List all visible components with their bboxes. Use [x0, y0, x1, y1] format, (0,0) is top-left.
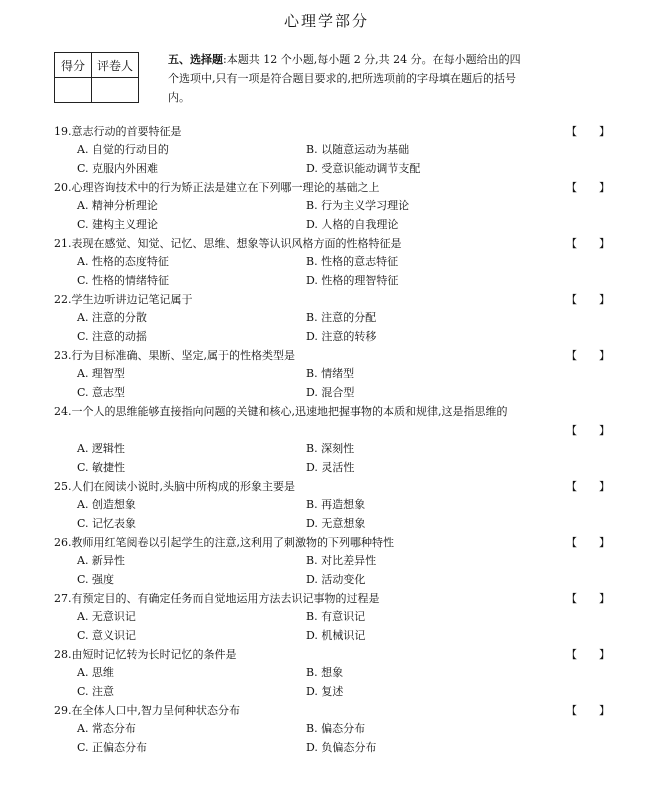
- answer-bracket[interactable]: 【 】: [566, 349, 610, 362]
- question-23: [54, 346, 610, 402]
- question-stem: 由短时记忆转为长时记忆的条件是: [71, 648, 237, 661]
- option-b: B. 情绪型: [306, 367, 355, 380]
- answer-bracket[interactable]: 【 】: [566, 704, 610, 717]
- option-c: C. 性格的情绪特征: [77, 273, 170, 287]
- question-number: 23.: [54, 349, 72, 362]
- option-d: D. 灵活性: [306, 460, 355, 474]
- option-a: A. 精神分析理论: [77, 199, 158, 212]
- question-24: [54, 402, 610, 477]
- question-number: 25.: [54, 480, 72, 493]
- grader-label: 评卷人: [92, 53, 139, 78]
- option-a: A. 理智型: [77, 367, 125, 380]
- answer-bracket[interactable]: 【 】: [566, 480, 610, 493]
- option-c: C. 意义识记: [77, 628, 137, 642]
- option-d: D. 复述: [306, 684, 344, 698]
- question-number: 26.: [54, 536, 72, 549]
- page-title: 心理学部分: [283, 12, 369, 30]
- question-stem: 行为目标准确、果断、坚定,属于的性格类型是: [71, 349, 295, 362]
- option-a: A. 性格的态度特征: [77, 255, 169, 268]
- option-d: D. 混合型: [306, 385, 355, 399]
- option-d: D. 性格的理智特征: [306, 273, 399, 287]
- question-19: [54, 122, 610, 178]
- option-a: A. 思维: [77, 666, 114, 679]
- option-a: A. 逻辑性: [77, 442, 125, 455]
- option-c: C. 正偏态分布: [77, 740, 148, 754]
- option-a: A. 自觉的行动目的: [77, 143, 169, 156]
- score-label: 得分: [55, 53, 92, 78]
- option-a: A. 常态分布: [77, 722, 136, 735]
- option-b: B. 性格的意志特征: [306, 255, 399, 268]
- question-stem: 心理咨询技术中的行为矫正法是建立在下列哪一理论的基础之上: [71, 181, 380, 194]
- option-b: B. 偏态分布: [306, 722, 366, 735]
- question-number: 24.: [54, 405, 72, 418]
- question-stem: 有预定目的、有确定任务而自觉地运用方法去识记事物的过程是: [71, 592, 380, 605]
- question-stem: 表现在感觉、知觉、记忆、思维、想象等认识风格方面的性格特征是: [71, 237, 402, 250]
- option-c: C. 建构主义理论: [77, 217, 159, 231]
- option-c: C. 注意的动摇: [77, 329, 148, 343]
- option-b: B. 对比差异性: [306, 554, 377, 567]
- option-a: A. 新异性: [77, 554, 125, 567]
- option-c: C. 意志型: [77, 385, 126, 399]
- option-b: B. 注意的分配: [306, 311, 377, 324]
- option-c: C. 敏捷性: [77, 460, 126, 474]
- option-c: C. 强度: [77, 572, 115, 586]
- question-29: [54, 701, 610, 757]
- section-instructions-text: :本题共 12 个小题,每小题 2 分,共 24 分。在每小题给出的四个选项中,只有一项是符合题目要求的,把所选项前的字母填在题后的括号内。: [168, 53, 521, 104]
- option-d: D. 人格的自我理论: [306, 217, 399, 231]
- answer-bracket[interactable]: 【 】: [566, 592, 610, 605]
- option-b: B. 想象: [306, 666, 344, 679]
- option-a: A. 创造想象: [77, 498, 136, 511]
- question-stem: 教师用红笔阅卷以引起学生的注意,这利用了刺激物的下列哪种特性: [71, 536, 394, 549]
- question-28: [54, 645, 610, 701]
- answer-bracket[interactable]: 【 】: [566, 424, 610, 437]
- option-b: B. 深刻性: [306, 442, 355, 455]
- question-21: [54, 234, 610, 290]
- score-table: [54, 52, 139, 103]
- question-26: [54, 533, 610, 589]
- question-stem: 在全体人口中,智力呈何种状态分布: [71, 704, 240, 717]
- question-stem: 意志行动的首要特征是: [71, 125, 182, 138]
- question-list: [54, 122, 610, 757]
- section-heading: 五、选择题: [168, 53, 223, 66]
- option-c: C. 注意: [77, 684, 115, 698]
- option-c: C. 克服内外困难: [77, 161, 159, 175]
- option-b: B. 以随意运动为基础: [306, 143, 410, 156]
- question-stem: 学生边听讲边记笔记属于: [71, 293, 193, 306]
- question-27: [54, 589, 610, 645]
- option-b: B. 再造想象: [306, 498, 366, 511]
- question-number: 28.: [54, 648, 72, 661]
- grader-cell[interactable]: [92, 78, 139, 103]
- option-d: D. 注意的转移: [306, 329, 377, 343]
- option-b: B. 行为主义学习理论: [306, 199, 410, 212]
- answer-bracket[interactable]: 【 】: [566, 648, 610, 661]
- option-a: A. 注意的分散: [77, 311, 147, 324]
- option-d: D. 活动变化: [306, 572, 366, 586]
- question-number: 21.: [54, 237, 72, 250]
- option-d: D. 受意识能动调节支配: [306, 161, 421, 175]
- question-25: [54, 477, 610, 533]
- question-stem: 一个人的思维能够直接指向问题的关键和核心,迅速地把握事物的本质和规律,这是指思维的: [71, 405, 508, 418]
- score-cell[interactable]: [55, 78, 92, 103]
- option-a: A. 无意识记: [77, 610, 136, 623]
- answer-bracket[interactable]: 【 】: [566, 237, 610, 250]
- option-d: D. 无意想象: [306, 516, 366, 530]
- question-number: 20.: [54, 181, 72, 194]
- question-22: [54, 290, 610, 346]
- answer-bracket[interactable]: 【 】: [566, 293, 610, 306]
- option-d: D. 机械识记: [306, 628, 366, 642]
- question-20: [54, 178, 610, 234]
- question-number: 29.: [54, 704, 72, 717]
- option-d: D. 负偏态分布: [306, 740, 377, 754]
- question-stem: 人们在阅读小说时,头脑中所构成的形象主要是: [71, 480, 295, 493]
- option-b: B. 有意识记: [306, 610, 366, 623]
- answer-bracket[interactable]: 【 】: [566, 181, 610, 194]
- section-instructions: [168, 50, 530, 107]
- question-number: 27.: [54, 592, 72, 605]
- question-number: 22.: [54, 293, 72, 306]
- answer-bracket[interactable]: 【 】: [566, 125, 610, 138]
- option-c: C. 记忆表象: [77, 516, 137, 530]
- answer-bracket[interactable]: 【 】: [566, 536, 610, 549]
- question-number: 19.: [54, 125, 72, 138]
